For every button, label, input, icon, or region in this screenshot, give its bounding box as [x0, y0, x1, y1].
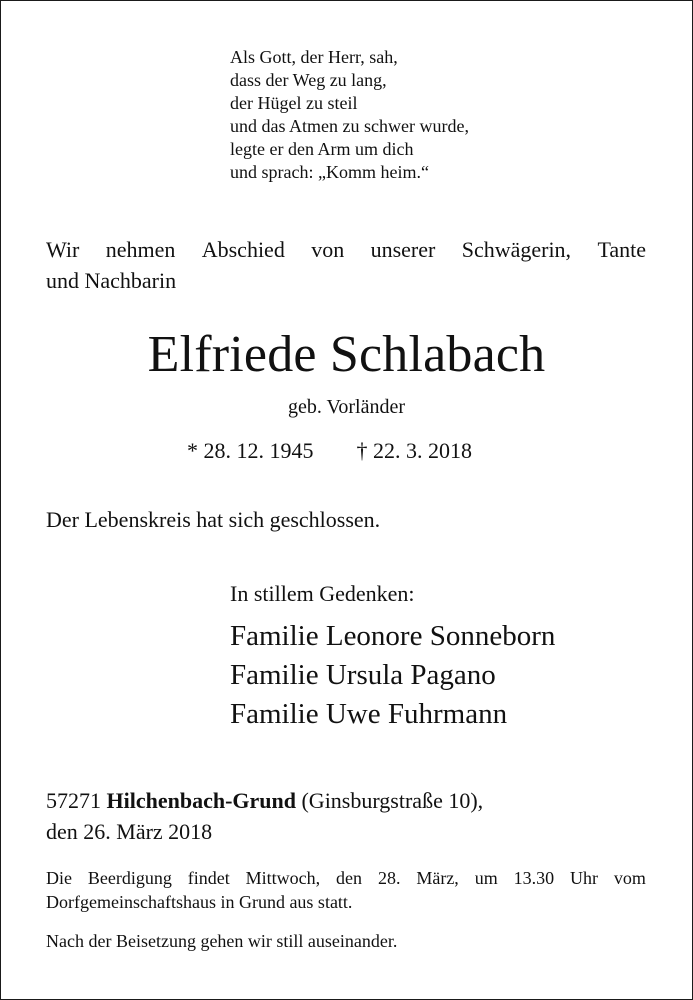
intro-word: Wir	[46, 237, 80, 262]
deceased-name: Elfriede Schlabach	[147, 326, 546, 383]
funeral-word: Mittwoch,	[245, 868, 321, 888]
funeral-info-line-2: Dorfgemeinschaftshaus in Grund aus statt.	[46, 892, 353, 912]
farewell-intro-line-2: und Nachbarin	[46, 268, 177, 293]
life-dates	[187, 436, 472, 466]
death-date: † 22. 3. 2018	[356, 438, 472, 463]
funeral-info-line-1	[46, 866, 646, 890]
funeral-word: um	[474, 868, 498, 888]
town: Hilchenbach-Grund	[106, 788, 296, 813]
closing-text: Nach der Beisetzung gehen wir still auseinander.	[46, 931, 398, 951]
mourner-family: Familie Ursula Pagano	[230, 659, 496, 691]
mourners-label: In stillem Gedenken:	[230, 581, 415, 606]
funeral-word: Die	[46, 868, 72, 888]
funeral-word: Beerdigung	[87, 868, 172, 888]
maiden-name: geb. Vorländer	[287, 396, 405, 418]
intro-word: Abschied	[201, 237, 285, 262]
mourner-family: Familie Uwe Fuhrmann	[230, 698, 508, 730]
farewell-intro-line-1	[46, 234, 646, 265]
poem-line: und das Atmen zu schwer wurde,	[230, 116, 469, 136]
funeral-word: findet	[187, 868, 230, 888]
mourner-family: Familie Leonore Sonneborn	[230, 620, 556, 652]
address-line	[46, 785, 483, 816]
poem-line: dass der Weg zu lang,	[230, 70, 387, 90]
address-block	[46, 785, 483, 847]
intro-word: unserer	[370, 237, 436, 262]
intro-word: Tante	[597, 237, 646, 262]
poem-line: Als Gott, der Herr, sah,	[230, 47, 398, 67]
intro-word: nehmen	[105, 237, 176, 262]
circle-of-life-text: Der Lebenskreis hat sich geschlossen.	[46, 507, 381, 532]
poem-line: der Hügel zu steil	[230, 93, 358, 113]
funeral-word: den	[336, 868, 363, 888]
address-date: den 26. März 2018	[46, 819, 213, 844]
funeral-word: Uhr	[570, 868, 598, 888]
street: (Ginsburgstraße 10),	[301, 788, 484, 813]
poem-line: und sprach: „Komm heim.“	[230, 162, 429, 182]
poem	[230, 46, 469, 184]
intro-word: Schwägerin,	[461, 237, 572, 262]
funeral-word: 28.	[377, 868, 401, 888]
postcode: 57271	[46, 788, 101, 813]
mourners-list	[230, 617, 555, 734]
poem-line: legte er den Arm um dich	[230, 139, 414, 159]
funeral-word: 13.30	[513, 868, 555, 888]
birth-date: * 28. 12. 1945	[187, 438, 314, 463]
funeral-info	[46, 866, 646, 914]
funeral-word: März,	[416, 868, 459, 888]
farewell-intro	[46, 234, 646, 296]
intro-word: von	[311, 237, 345, 262]
funeral-word: vom	[613, 868, 646, 888]
